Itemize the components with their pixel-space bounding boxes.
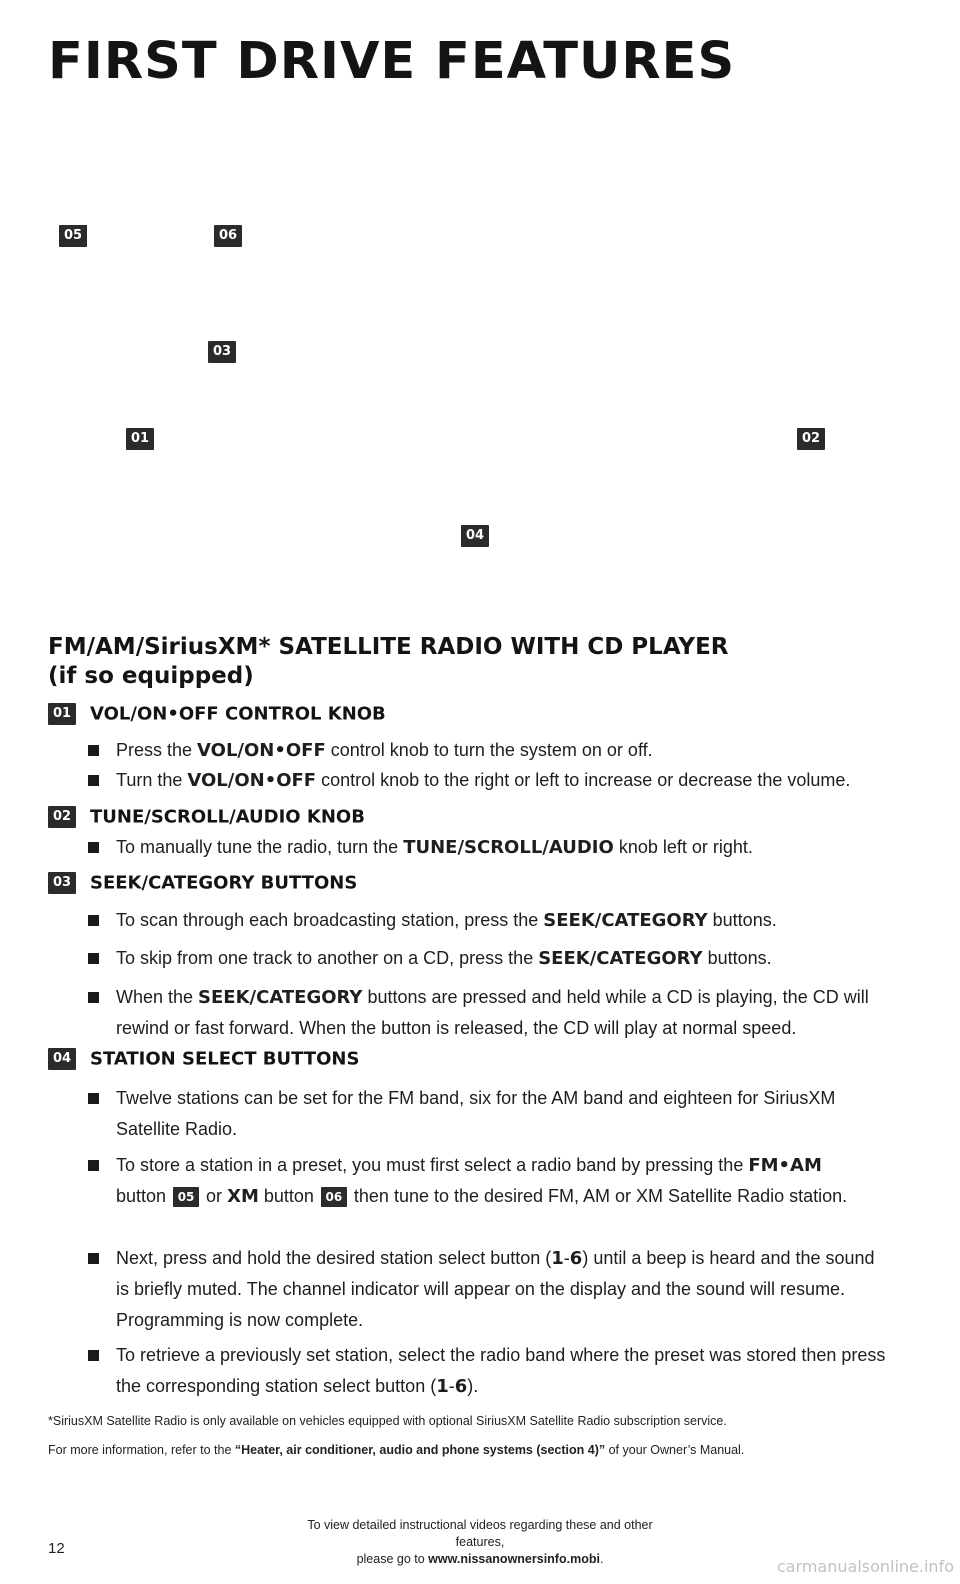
footnote-more-info: For more information, refer to the “Heater, air conditioner, audio and phone systems (section 4)” of your Owner’s Manual. — [48, 1443, 745, 1457]
item-title-02: TUNE/SCROLL/AUDIO KNOB — [90, 806, 365, 828]
callout-04: 04 — [461, 525, 489, 547]
square-bullet-icon — [88, 1350, 99, 1361]
website-link[interactable]: www.nissanownersinfo.mobi — [428, 1552, 600, 1566]
square-bullet-icon — [88, 842, 99, 853]
square-bullet-icon — [88, 1093, 99, 1104]
item-title-01: VOL/ON•OFF CONTROL KNOB — [90, 703, 386, 725]
bullet-04-2: To store a station in a preset, you must first select a radio band by pressing the FM•AM button 05 or XM button 06 then tune to the desired FM, AM or XM Satellite Radio station. — [88, 1150, 848, 1212]
callout-05: 05 — [59, 225, 87, 247]
square-bullet-icon — [88, 1160, 99, 1171]
bullet-04-4: To retrieve a previously set station, select the radio band where the preset was stored then press the corresponding station select button (1-6). — [88, 1340, 888, 1402]
callout-02: 02 — [797, 428, 825, 450]
section-heading-line1: FM/AM/SiriusXM* SATELLITE RADIO WITH CD PLAYER — [48, 634, 729, 660]
item-heading-04 — [48, 1048, 359, 1070]
bullet-01-2: Turn the VOL/ON•OFF control knob to the right or left to increase or decrease the volume. — [88, 765, 918, 796]
bullet-03-1: To scan through each broadcasting station, press the SEEK/CATEGORY buttons. — [88, 905, 918, 936]
item-title-03: SEEK/CATEGORY BUTTONS — [90, 872, 358, 894]
web-note-line1: To view detailed instructional videos regarding these and other features, — [307, 1518, 653, 1549]
callout-06: 06 — [214, 225, 242, 247]
web-note: To view detailed instructional videos regarding these and other features, please go to www.nissanownersinfo.mobi. — [307, 1518, 653, 1566]
square-bullet-icon — [88, 915, 99, 926]
item-badge-02: 02 — [48, 806, 76, 828]
square-bullet-icon — [88, 775, 99, 786]
square-bullet-icon — [88, 953, 99, 964]
section-heading — [48, 633, 729, 691]
bullet-01-1: Press the VOL/ON•OFF control knob to turn the system on or off. — [88, 735, 918, 766]
item-title-04: STATION SELECT BUTTONS — [90, 1048, 360, 1070]
item-badge-03: 03 — [48, 872, 76, 894]
page-title: FIRST DRIVE FEATURES — [48, 32, 736, 91]
square-bullet-icon — [88, 992, 99, 1003]
inline-badge-05: 05 — [173, 1187, 199, 1207]
section-heading-line2: (if so equipped) — [48, 663, 254, 689]
callout-03: 03 — [208, 341, 236, 363]
bullet-04-3: Next, press and hold the desired station select button (1-6) until a beep is heard and the sound is briefly muted. The channel indicator will appear on the display and the sound will resume. Programming is now complete. — [88, 1243, 888, 1336]
page-number: 12 — [48, 1540, 65, 1557]
square-bullet-icon — [88, 1253, 99, 1264]
item-heading-01 — [48, 703, 386, 725]
item-badge-01: 01 — [48, 703, 76, 725]
item-badge-04: 04 — [48, 1048, 76, 1070]
bullet-03-2: To skip from one track to another on a CD, press the SEEK/CATEGORY buttons. — [88, 943, 918, 974]
watermark: carmanualsonline.info — [776, 1557, 954, 1576]
footnote-sirius: *SiriusXM Satellite Radio is only available on vehicles equipped with optional SiriusXM Satellite Radio subscription service. — [48, 1414, 727, 1428]
item-heading-02 — [48, 806, 365, 828]
bullet-03-3: When the SEEK/CATEGORY buttons are pressed and held while a CD is playing, the CD will rewind or fast forward. When the button is released, the CD will play at normal speed. — [88, 982, 918, 1044]
bullet-02-1: To manually tune the radio, turn the TUNE/SCROLL/AUDIO knob left or right. — [88, 832, 918, 863]
callout-01: 01 — [126, 428, 154, 450]
bullet-04-1: Twelve stations can be set for the FM band, six for the AM band and eighteen for SiriusXM Satellite Radio. — [88, 1083, 848, 1145]
square-bullet-icon — [88, 745, 99, 756]
inline-badge-06: 06 — [321, 1187, 347, 1207]
item-heading-03 — [48, 872, 357, 894]
